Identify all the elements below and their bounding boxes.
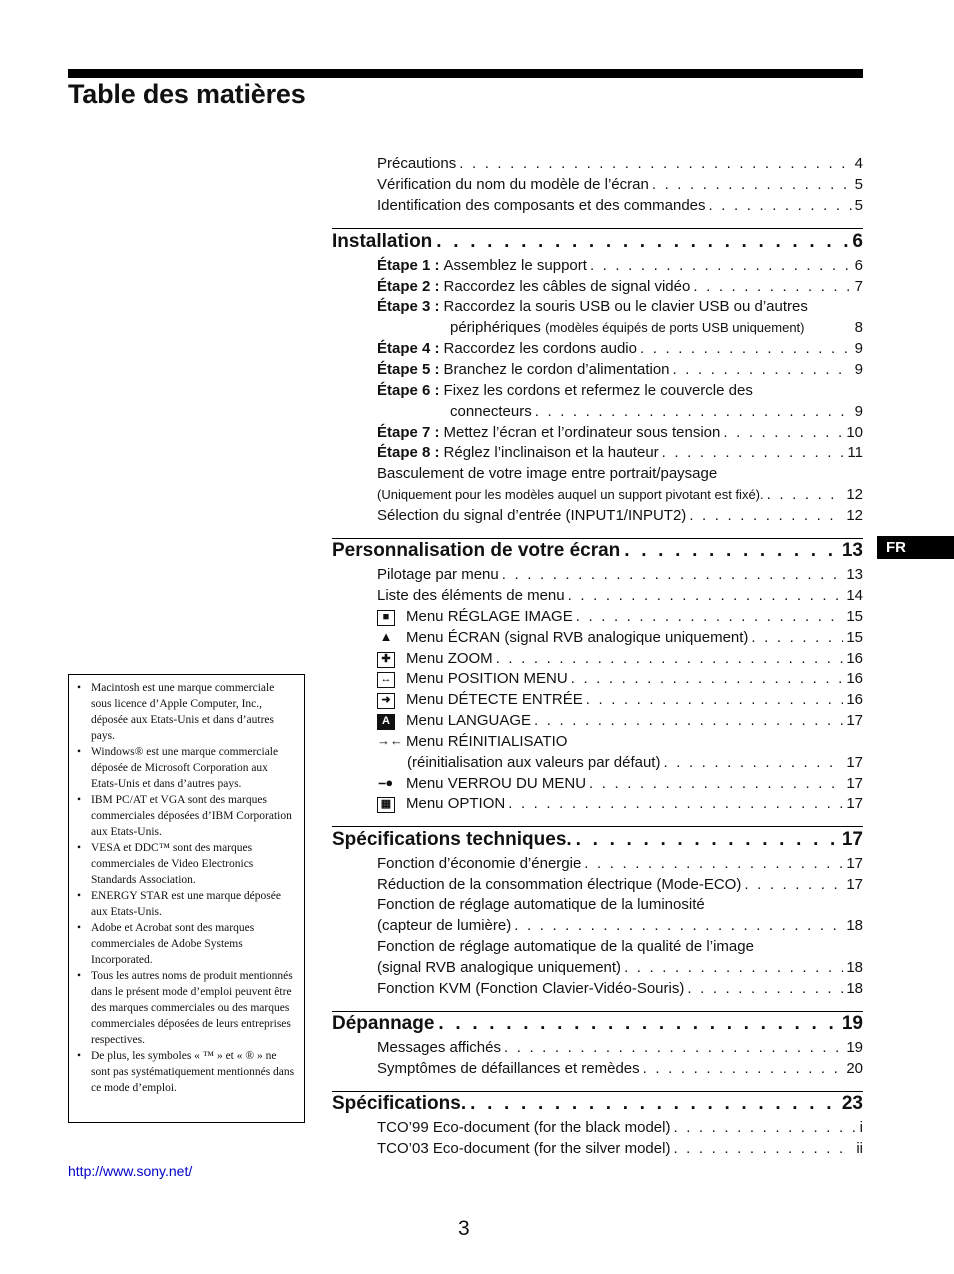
trademark-note: • ENERGY STAR est une marque déposée aux Etats-Unis.	[74, 888, 296, 920]
toc-entry-continuation[interactable]: connecteurs . . . 9	[450, 402, 863, 422]
toc-entry[interactable]: Étape 7 : Mettez l’écran et l’ordinateur sous tension . . . 10	[377, 423, 863, 443]
toc-entry-menu[interactable]: ▦ Menu OPTION . . . 17	[377, 794, 863, 814]
toc-entry[interactable]: Fonction KVM (Fonction Clavier-Vidéo-Souris) . . . 18	[377, 979, 863, 999]
zoom-icon: ✚	[377, 652, 395, 668]
reset-icon: →←	[377, 733, 403, 748]
toc-entry[interactable]: Fonction d’économie d’énergie . . . 17	[377, 854, 863, 874]
toc-entry[interactable]: Étape 1 : Assemblez le support . . . 6	[377, 256, 863, 276]
section-rule	[332, 826, 863, 827]
toc-entry[interactable]: TCO’03 Eco-document (for the silver model) . . . ii	[377, 1139, 863, 1159]
trademark-note: • Windows® est une marque commerciale déposée de Microsoft Corporation aux Etats-Unis et dans d’autres pays.	[74, 744, 296, 792]
input-detect-icon: ➜	[377, 693, 395, 709]
section-heading-specifications-techniques[interactable]: Spécifications techniques. . . . 17	[332, 828, 863, 852]
picture-icon: ■	[377, 610, 395, 626]
language-icon: A	[377, 714, 395, 730]
toc-entry-menu[interactable]: ↔ Menu POSITION MENU . . . 16	[377, 669, 863, 689]
language-tab: FR	[877, 536, 954, 559]
toc-entry[interactable]: Étape 3 : Raccordez la souris USB ou le clavier USB ou d’autres	[377, 298, 808, 315]
trademark-note: • VESA et DDC™ sont des marques commerciales de Video Electronics Standards Association.	[74, 840, 296, 888]
toc-entry[interactable]: Pilotage par menu . . . 13	[377, 565, 863, 585]
toc-entry[interactable]: Vérification du nom du modèle de l’écran . . . 5	[377, 175, 863, 195]
trademark-note: • Adobe et Acrobat sont des marques commerciales de Adobe Systems Incorporated.	[74, 920, 296, 968]
toc-entry[interactable]: Fonction de réglage automatique de la luminosité	[377, 896, 705, 913]
key-icon: ⎯●	[378, 775, 394, 790]
toc-entry[interactable]: Étape 5 : Branchez le cordon d’alimentation . . . 9	[377, 360, 863, 380]
toc-entry[interactable]: Étape 4 : Raccordez les cordons audio . . . 9	[377, 339, 863, 359]
toc-entry-menu[interactable]: ■ Menu RÉGLAGE IMAGE . . . 15	[377, 607, 863, 627]
toc-entry[interactable]: Messages affichés . . . 19	[377, 1038, 863, 1058]
toc-entry[interactable]: Fonction de réglage automatique de la qualité de l’image	[377, 938, 754, 955]
section-heading-depannage[interactable]: Dépannage . . . 19	[332, 1012, 863, 1036]
toc-entry-continuation[interactable]: (réinitialisation aux valeurs par défaut) . . . 17	[407, 753, 863, 773]
toc-entry[interactable]: Étape 6 : Fixez les cordons et refermez le couvercle des	[377, 382, 753, 399]
toc-entry[interactable]: Étape 2 : Raccordez les câbles de signal vidéo . . . 7	[377, 277, 863, 297]
toc-entry[interactable]: Étape 8 : Réglez l’inclinaison et la hauteur . . . 11	[377, 443, 863, 463]
position-icon: ↔	[377, 672, 395, 688]
section-heading-specifications[interactable]: Spécifications. . . . 23	[332, 1092, 863, 1116]
toc-entry[interactable]: Basculement de votre image entre portrait/paysage	[377, 465, 718, 482]
option-icon: ▦	[377, 797, 395, 813]
toc-entry[interactable]: TCO’99 Eco-document (for the black model) . . . i	[377, 1118, 863, 1138]
page-title: Table des matières	[68, 79, 306, 109]
toc-entry[interactable]: Liste des éléments de menu . . . 14	[377, 586, 863, 606]
section-rule	[332, 228, 863, 229]
trademark-note: • IBM PC/AT et VGA sont des marques commerciales déposées d’IBM Corporation aux Etats-Unis.	[74, 792, 296, 840]
trademark-note: • Tous les autres noms de produit mentionnés dans le présent mode d’emploi peuvent être des marques commerciales ou des marques commerciales déposées de leurs entreprises respectives.	[74, 968, 296, 1048]
toc-entry[interactable]: Sélection du signal d’entrée (INPUT1/INPUT2) . . . 12	[377, 506, 863, 526]
toc-entry-menu[interactable]: ⎯● Menu VERROU DU MENU . . . 17	[377, 774, 863, 794]
toc-entry[interactable]: Précautions . . . 4	[377, 154, 863, 174]
toc-entry-continuation[interactable]: périphériques (modèles équipés de ports USB uniquement) 8	[450, 319, 863, 336]
top-rule	[68, 69, 863, 78]
toc-entry[interactable]: Symptômes de défaillances et remèdes . . . 20	[377, 1059, 863, 1079]
page-number: 3	[458, 1217, 470, 1240]
sony-url-link[interactable]: http://www.sony.net/	[68, 1163, 193, 1179]
section-heading-personnalisation[interactable]: Personnalisation de votre écran . . . 13	[332, 539, 863, 563]
trademark-notes	[68, 674, 305, 1123]
toc-entry[interactable]: Réduction de la consommation électrique (Mode-ECO) . . . 17	[377, 875, 863, 895]
toc-entry-continuation[interactable]: (capteur de lumière) . . . 18	[377, 916, 863, 936]
toc-entry-continuation[interactable]: (Uniquement pour les modèles auquel un support pivotant est fixé). . . . 12	[377, 485, 863, 505]
toc-entry-continuation[interactable]: (signal RVB analogique uniquement) . . . 18	[377, 958, 863, 978]
section-heading-installation[interactable]: Installation . . . 6	[332, 230, 863, 254]
toc-entry-menu[interactable]: ✚ Menu ZOOM . . . 16	[377, 649, 863, 669]
screen-icon: ▲	[379, 629, 393, 644]
toc-entry-menu[interactable]: ▲ Menu ÉCRAN (signal RVB analogique uniquement) . . . 15	[377, 628, 863, 648]
toc-entry[interactable]: Identification des composants et des commandes . . . 5	[377, 196, 863, 216]
toc-entry-menu[interactable]: ➜ Menu DÉTECTE ENTRÉE . . . 16	[377, 690, 863, 710]
toc-entry-menu[interactable]: A Menu LANGUAGE . . . 17	[377, 711, 863, 731]
trademark-note: • Macintosh est une marque commerciale sous licence d’Apple Computer, Inc., déposée aux Etats-Unis et dans d’autres pays.	[74, 680, 296, 744]
trademark-note: • De plus, les symboles « ™ » et « ® » ne sont pas systématiquement mentionnés dans ce mode d’emploi.	[74, 1048, 296, 1096]
toc-entry-menu[interactable]: →← Menu RÉINITIALISATIO	[377, 733, 568, 750]
